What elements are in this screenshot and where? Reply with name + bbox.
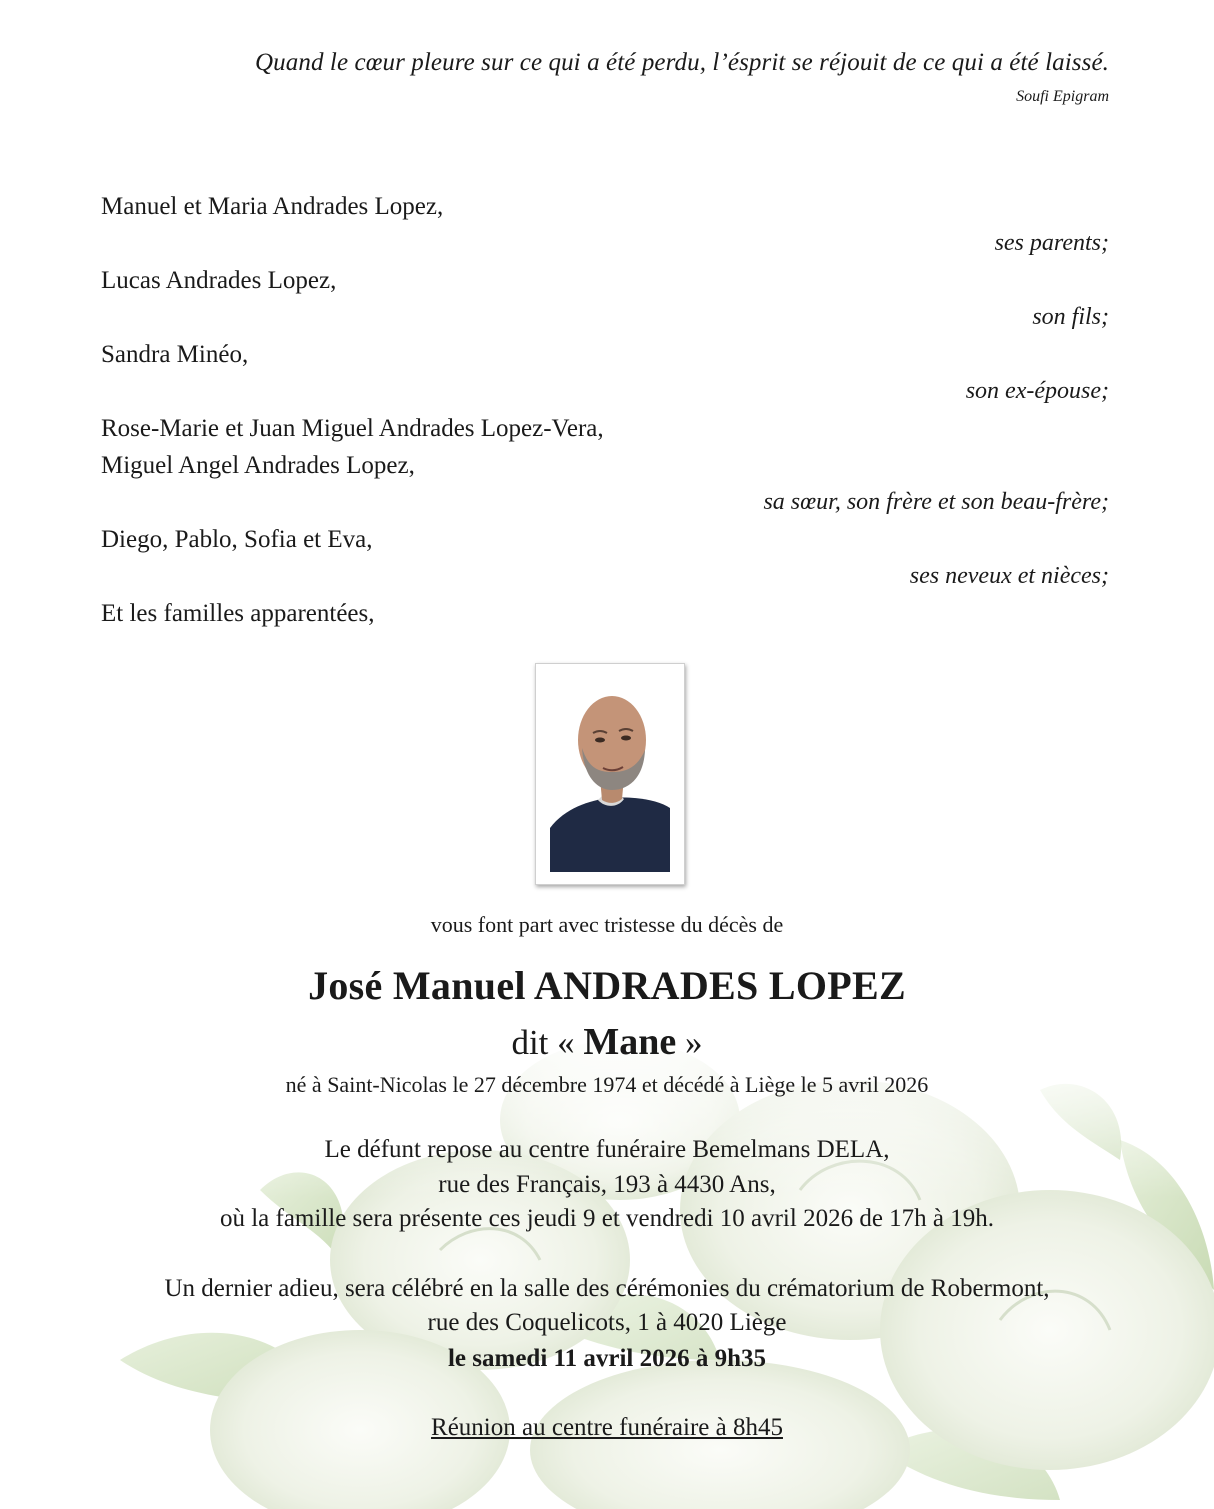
family-relation: son ex-épouse; <box>965 378 1109 404</box>
family-name: Miguel Angel Andrades Lopez, <box>101 452 415 479</box>
family-name: Lucas Andrades Lopez, <box>101 267 337 294</box>
family-name: Manuel et Maria Andrades Lopez, <box>101 193 444 220</box>
deceased-name: José Manuel ANDRADES LOPEZ <box>308 963 906 1008</box>
family-relation: sa sœur, son frère et son beau-frère; <box>763 489 1109 515</box>
epigram-text: Quand le cœur pleure sur ce qui a été perdu, l’ésprit se réjouit de ce qui a été laissé. <box>255 49 1109 76</box>
family-name: Rose-Marie et Juan Miguel Andrades Lopez-Vera, <box>101 415 604 442</box>
family-name: Diego, Pablo, Sofia et Eva, <box>101 526 373 553</box>
portrait-image <box>550 678 670 872</box>
family-name: Et les familles apparentées, <box>101 600 375 627</box>
deceased-nickname <box>0 1020 1214 1064</box>
ceremony-address: rue des Coquelicots, 1 à 4020 Liège <box>427 1309 787 1336</box>
family-name: Sandra Minéo, <box>101 341 249 368</box>
ceremony-line: Un dernier adieu, sera célébré en la salle des cérémonies du crématorium de Robermont, <box>164 1275 1050 1302</box>
birth-death-dates: né à Saint-Nicolas le 27 décembre 1974 et décédé à Liège le 5 avril 2026 <box>285 1072 929 1097</box>
family-list <box>101 188 1109 632</box>
ceremony-date: le samedi 11 avril 2026 à 9h35 <box>447 1345 767 1372</box>
portrait-photo <box>535 663 685 885</box>
nickname-prefix: dit « <box>511 1023 584 1062</box>
nickname-suffix: » <box>676 1023 703 1062</box>
announcement-intro: vous font part avec tristesse du décès de <box>430 912 784 937</box>
resting-place-line: Le défunt repose au centre funéraire Bemelmans DELA, <box>324 1136 890 1163</box>
family-relation: ses parents; <box>994 230 1109 256</box>
visitation-hours: où la famille sera présente ces jeudi 9 et vendredi 10 avril 2026 de 17h à 19h. <box>219 1205 995 1232</box>
epigram-author: Soufi Epigram <box>1016 88 1109 105</box>
resting-place-address: rue des Français, 193 à 4430 Ans, <box>438 1171 776 1198</box>
family-relation: son fils; <box>1032 304 1109 330</box>
family-relation: ses neveux et nièces; <box>909 563 1109 589</box>
nickname: Mane <box>583 1021 677 1063</box>
meeting-note: Réunion au centre funéraire à 8h45 <box>431 1414 783 1441</box>
